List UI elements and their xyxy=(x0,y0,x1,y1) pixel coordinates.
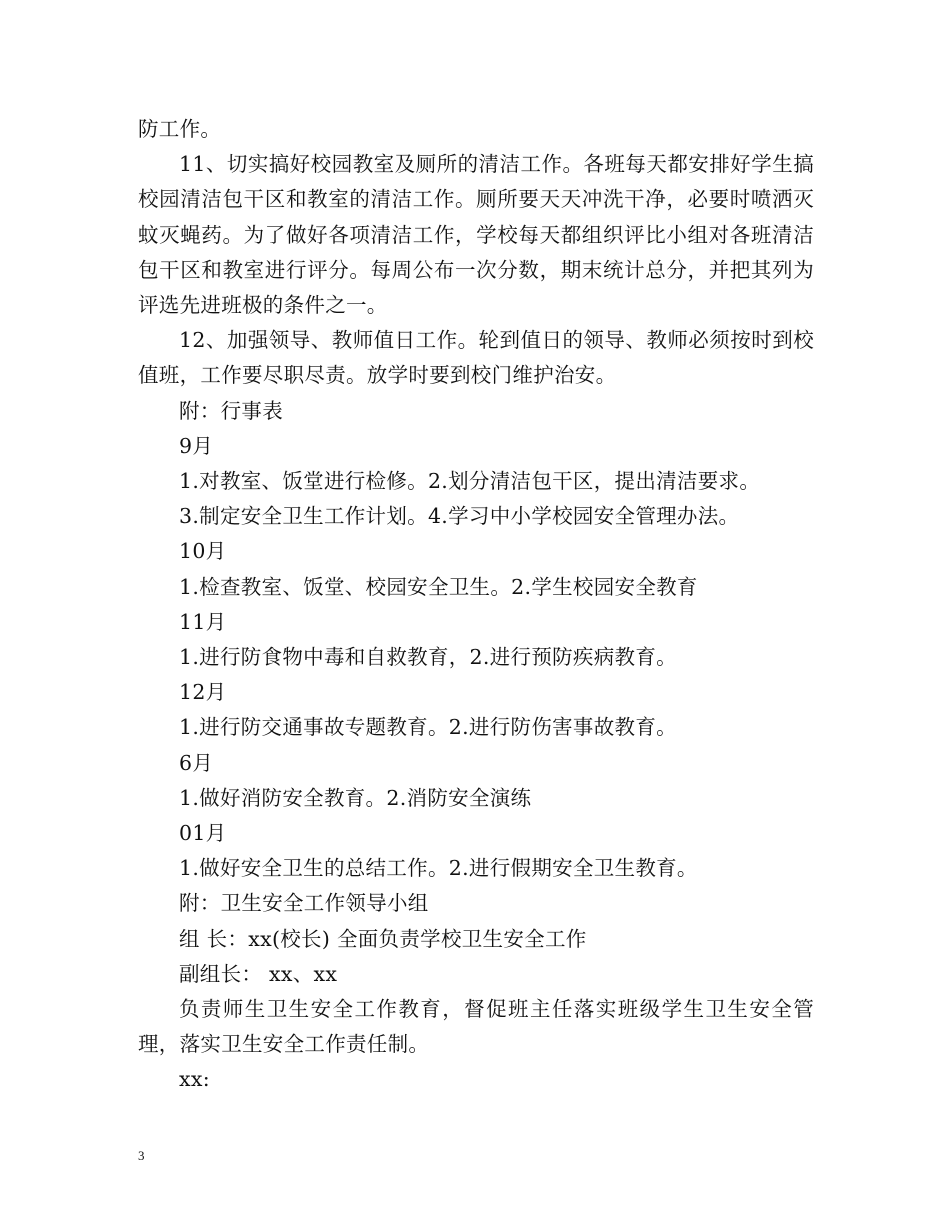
schedule-month-dec: 12月 xyxy=(179,680,227,705)
schedule-jan-line: 1.做好安全卫生的总结工作。2.进行假期安全卫生教育。 xyxy=(179,856,698,881)
schedule-month-jan: 01月 xyxy=(179,821,227,846)
schedule-nov-line: 1.进行防食物中毒和自救教育，2.进行预防疾病教育。 xyxy=(179,645,677,670)
paragraph-continuation: 防工作。 xyxy=(138,117,222,141)
schedule-sep-line-2: 3.制定安全卫生工作计划。4.学习中小学校园安全管理办法。 xyxy=(179,504,740,529)
paragraph-item-11: 11、切实搞好校园教室及厕所的清洁工作。各班每天都安排好学生搞校园清洁包干区和教室的清洁工作。厕所要天天冲洗干净，必要时喷洒灭蚊灭蝇药。为了做好各项清洁工作，学校每天都组织评比小组对各班清洁包干区和教室进行评分。每周公布一次分数，期末统计总分，并把其列为评选先进班极的条件之一。 xyxy=(138,152,814,318)
schedule-heading: 附：行事表 xyxy=(179,398,283,423)
schedule-dec-line: 1.进行防交通事故专题教育。2.进行防伤害事故教育。 xyxy=(179,715,677,740)
schedule-oct-line: 1.检查教室、饭堂、校园安全卫生。2.学生校园安全教育 xyxy=(179,574,698,599)
deputy-leader-line: 副组长： xx、xx xyxy=(179,961,338,986)
schedule-month-oct: 10月 xyxy=(179,539,227,564)
leadership-heading: 附：卫生安全工作领导小组 xyxy=(179,891,429,916)
schedule-month-jun: 6月 xyxy=(179,750,214,775)
page-number: 3 xyxy=(138,1148,145,1163)
schedule-jun-line: 1.做好消防安全教育。2.消防安全演练 xyxy=(179,785,532,810)
member-line: xx: xyxy=(179,1067,210,1092)
deputy-duties-paragraph: 负责师生卫生安全工作教育，督促班主任落实班级学生卫生安全管理，落实卫生安全工作责任制。 xyxy=(138,997,814,1057)
schedule-sep-line-1: 1.对教室、饭堂进行检修。2.划分清洁包干区，提出清洁要求。 xyxy=(179,469,761,494)
paragraph-item-12: 12、加强领导、教师值日工作。轮到值日的领导、教师必须按时到校值班，工作要尽职尽责。放学时要到校门维护治安。 xyxy=(138,328,814,388)
document-body xyxy=(138,112,814,1098)
schedule-month-sep: 9月 xyxy=(179,433,214,458)
leader-line: 组 长：xx(校长) 全面负责学校卫生安全工作 xyxy=(179,926,587,951)
schedule-month-nov: 11月 xyxy=(179,609,227,634)
